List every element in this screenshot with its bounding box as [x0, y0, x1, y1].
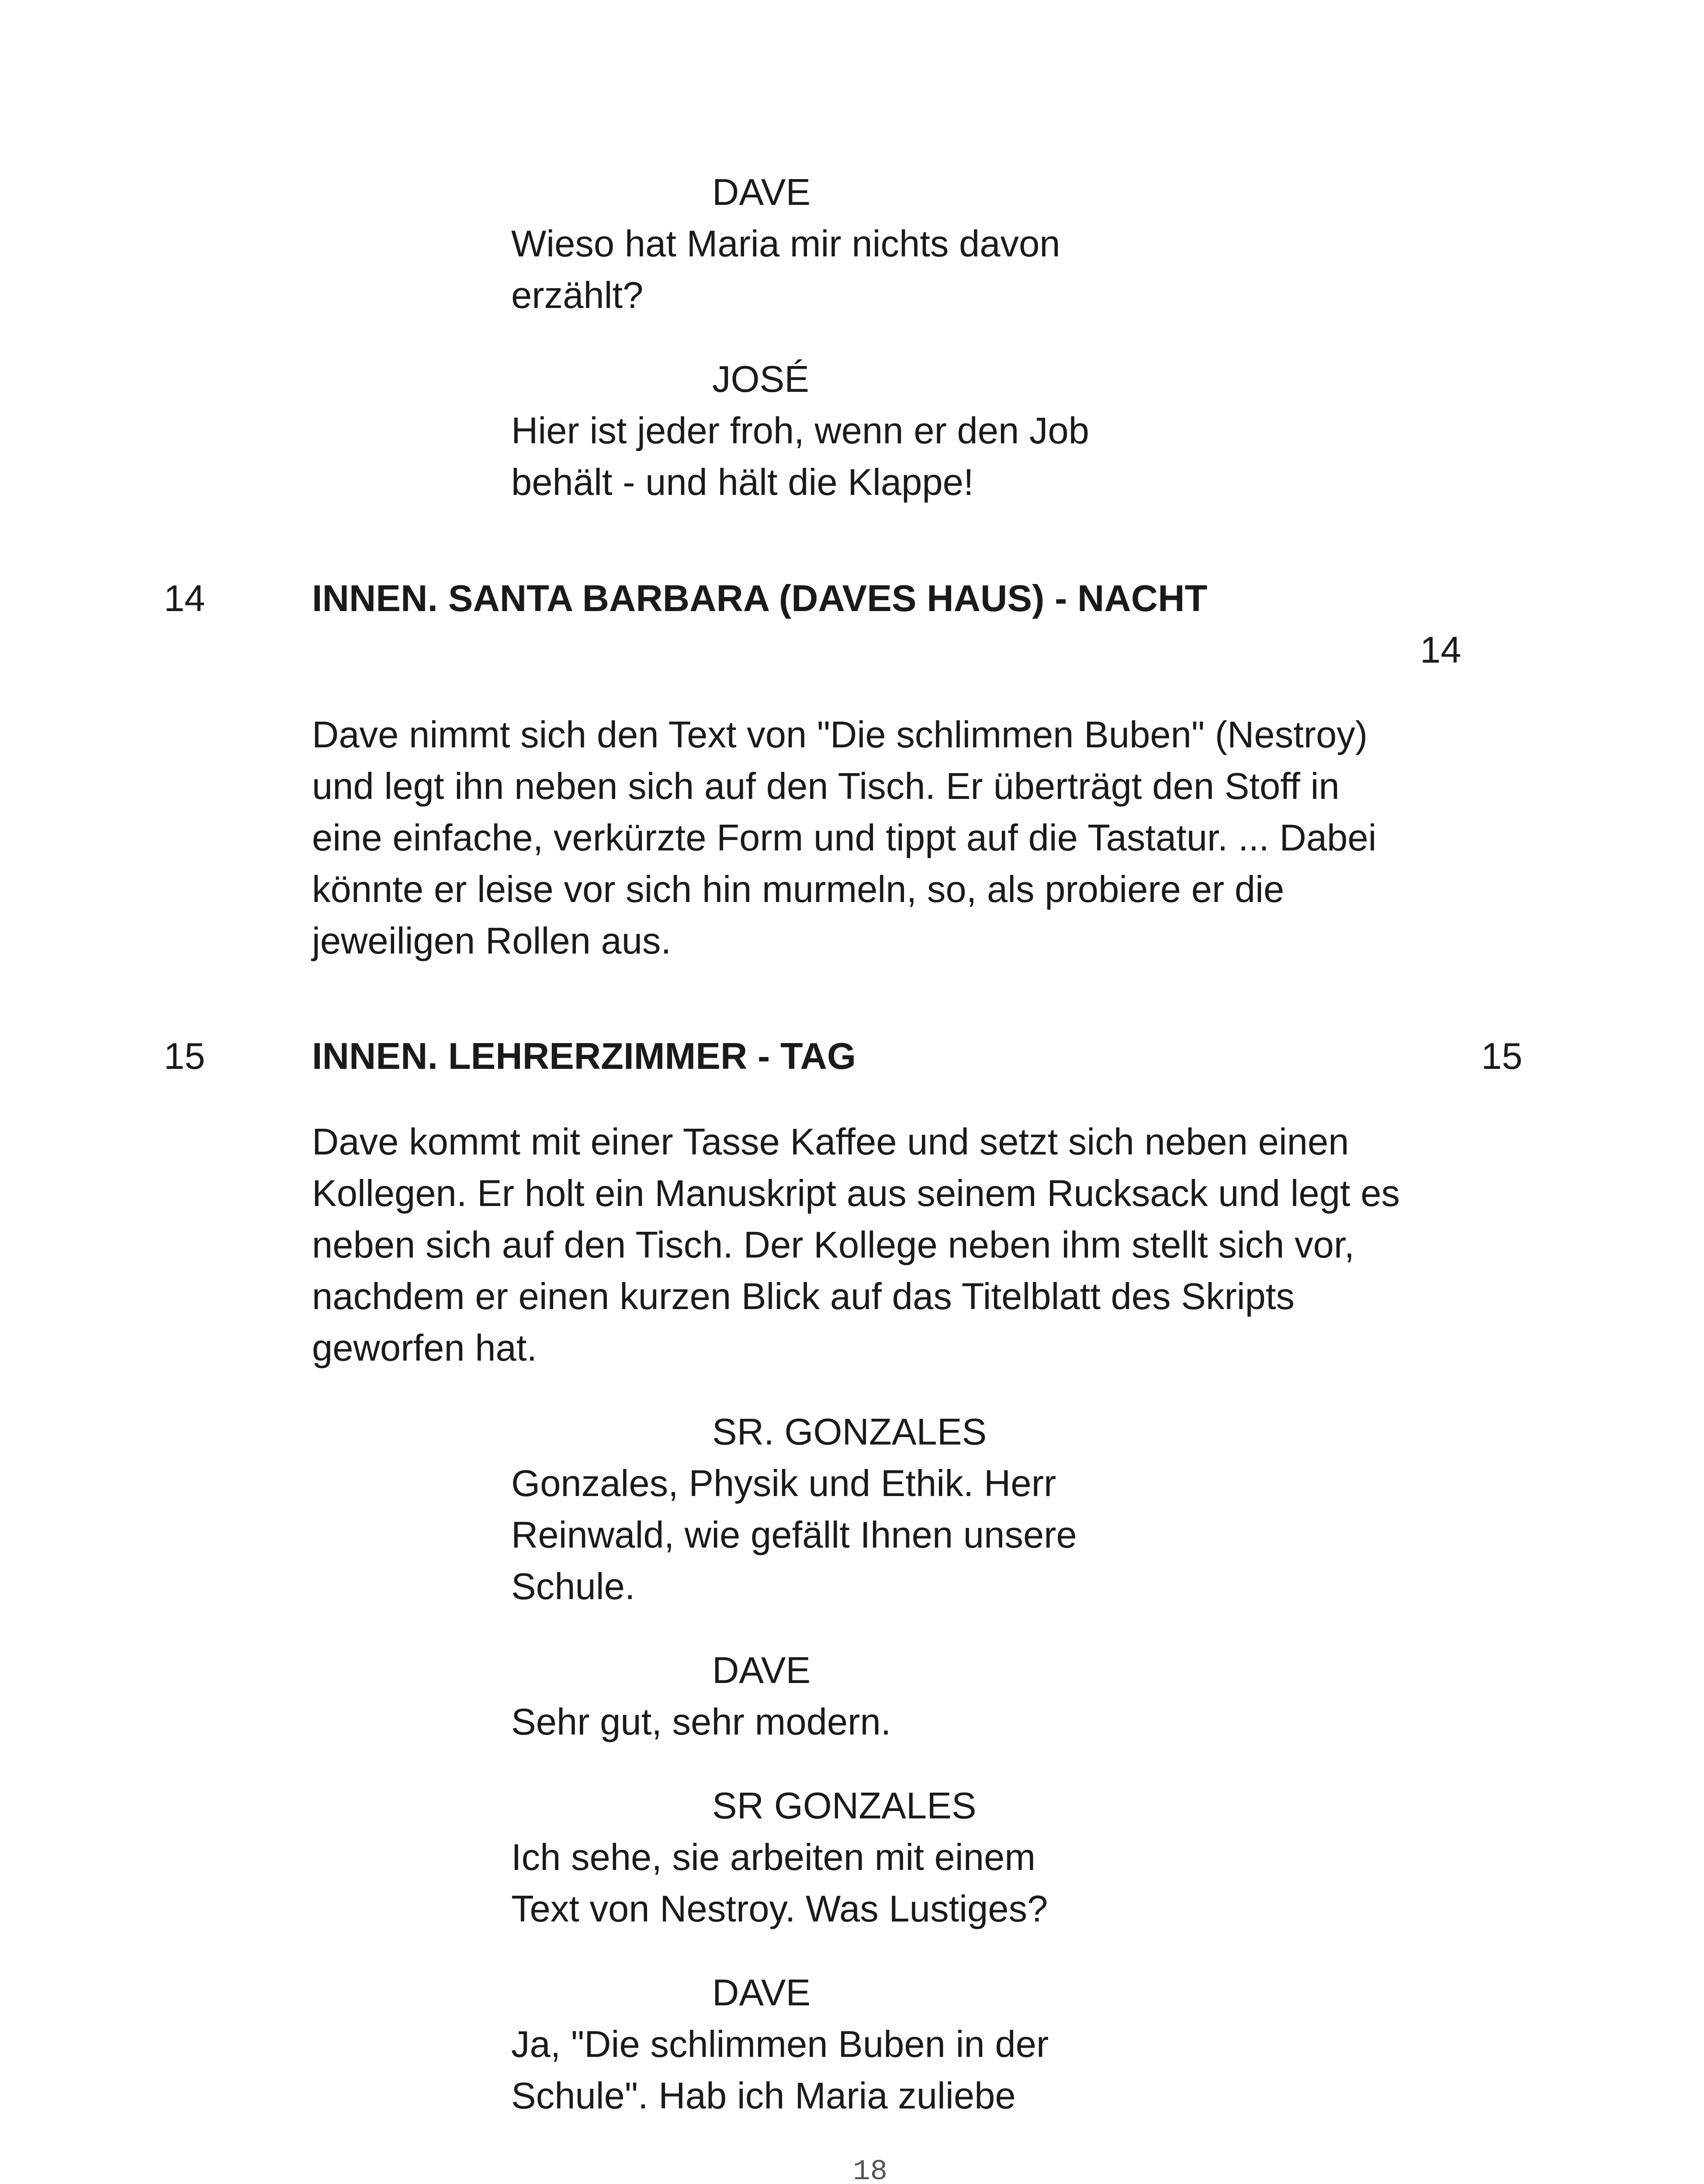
action-line: Kollegen. Er holt ein Manuskript aus seinem Rucksack und legt es	[312, 1173, 1400, 1214]
character-name: JOSÉ	[712, 359, 810, 400]
dialogue-line: Reinwald, wie gefällt Ihnen unsere	[511, 1514, 1077, 1556]
character-name: DAVE	[712, 1972, 811, 2014]
scene-number-right: 15	[1481, 1036, 1523, 1077]
action-line: könnte er leise vor sich hin murmeln, so, als probiere er die	[312, 869, 1285, 910]
dialogue-line: Schule.	[511, 1566, 635, 1607]
dialogue-line: Ich sehe, sie arbeiten mit einem	[511, 1837, 1036, 1878]
dialogue-line: Wieso hat Maria mir nichts davon	[511, 223, 1060, 265]
action-line: Dave nimmt sich den Text von "Die schlimmen Buben" (Nestroy)	[312, 714, 1368, 756]
dialogue-line: erzählt?	[511, 275, 644, 316]
scene-number-left: 15	[164, 1036, 205, 1077]
scene-heading: INNEN. LEHRERZIMMER - TAG	[312, 1036, 856, 1077]
dialogue-line: Gonzales, Physik und Ethik. Herr	[511, 1463, 1056, 1504]
action-line: Dave kommt mit einer Tasse Kaffee und setzt sich neben einen	[312, 1121, 1349, 1163]
character-name: SR. GONZALES	[712, 1411, 987, 1453]
scene-heading: INNEN. SANTA BARBARA (DAVES HAUS) - NACHT	[312, 578, 1208, 619]
action-line: neben sich auf den Tisch. Der Kollege neben ihm stellt sich vor,	[312, 1224, 1355, 1266]
character-name: DAVE	[712, 1650, 811, 1691]
dialogue-line: behält - und hält die Klappe!	[511, 462, 974, 503]
dialogue-line: Text von Nestroy. Was Lustiges?	[511, 1888, 1048, 1930]
page-number: 18	[853, 2155, 888, 2184]
character-name: DAVE	[712, 172, 811, 213]
character-name: SR GONZALES	[712, 1785, 977, 1827]
action-line: jeweiligen Rollen aus.	[312, 920, 672, 962]
action-line: nachdem er einen kurzen Blick auf das Titelblatt des Skripts	[312, 1276, 1295, 1317]
scene-number-left: 14	[164, 578, 205, 619]
scene-number-right: 14	[1420, 629, 1462, 671]
dialogue-line: Sehr gut, sehr modern.	[511, 1701, 891, 1743]
action-line: geworfen hat.	[312, 1327, 537, 1369]
dialogue-line: Hier ist jeder froh, wenn er den Job	[511, 410, 1089, 452]
action-line: und legt ihn neben sich auf den Tisch. Er überträgt den Stoff in	[312, 766, 1340, 807]
dialogue-line: Ja, "Die schlimmen Buben in der	[511, 2024, 1049, 2065]
action-line: eine einfache, verkürzte Form und tippt auf die Tastatur. ... Dabei	[312, 817, 1377, 859]
dialogue-line: Schule". Hab ich Maria zuliebe	[511, 2075, 1016, 2117]
